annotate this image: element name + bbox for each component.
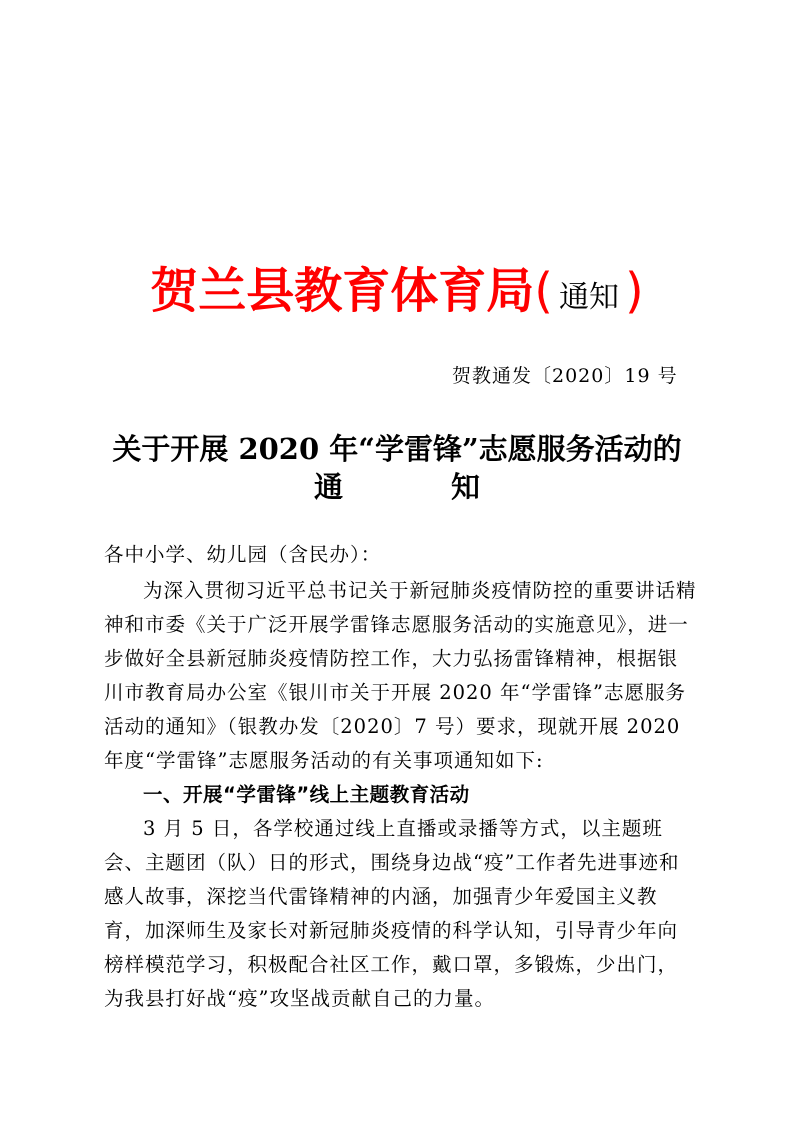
issuer-name: 贺兰县教育体育局 <box>150 263 535 319</box>
close-paren: ) <box>625 263 644 319</box>
title-line-2 <box>0 468 794 506</box>
greeting: 各中小学、幼儿园（含民办）： <box>104 543 382 566</box>
title-char-zhi: 知 <box>451 470 481 504</box>
paragraph-section-1: 3 月 5 日，各学校通过线上直播或录播等方式，以主题班会、主题团（队）日的形式，围绕身边战“疫”工作者先进事迹和感人故事，深挖当代雷锋精神的内涵，加强青少年爱国主义教育，加深师生及家长对新冠肺炎疫情的科学认知，引导青少年向榜样模范学习，积极配合社区工作，戴口罩，多锻炼，少出门，为我县打好战“疫”攻坚战贡献自己的力量。 <box>104 817 680 1010</box>
paragraph-intro: 为深入贯彻习近平总书记关于新冠肺炎疫情防控的重要讲话精神和市委《关于广泛开展学雷锋志愿服务活动的实施意见》，进一步做好全县新冠肺炎疫情防控工作，大力弘扬雷锋精神，根据银川市教育局办公室《银川市关于开展 2020 年“学雷锋”志愿服务活动的通知》（银教办发〔2020〕7 号）要求，现就开展 2020 年度“学雷锋”志愿服务活动的有关事项通知如下: <box>104 579 697 772</box>
document-number: 贺教通发〔2020〕19 号 <box>452 365 678 387</box>
open-paren: ( <box>534 263 553 319</box>
title-line-1: 关于开展 2020 年“学雷锋”志愿服务活动的 <box>112 432 682 466</box>
document-type: 通知 <box>559 280 619 315</box>
document-header <box>0 252 794 321</box>
title-char-tong: 通 <box>313 470 343 504</box>
document-body <box>104 538 698 1016</box>
document-title <box>0 430 794 506</box>
section-heading-1: 一、开展“学雷锋”线上主题教育活动 <box>143 783 470 806</box>
